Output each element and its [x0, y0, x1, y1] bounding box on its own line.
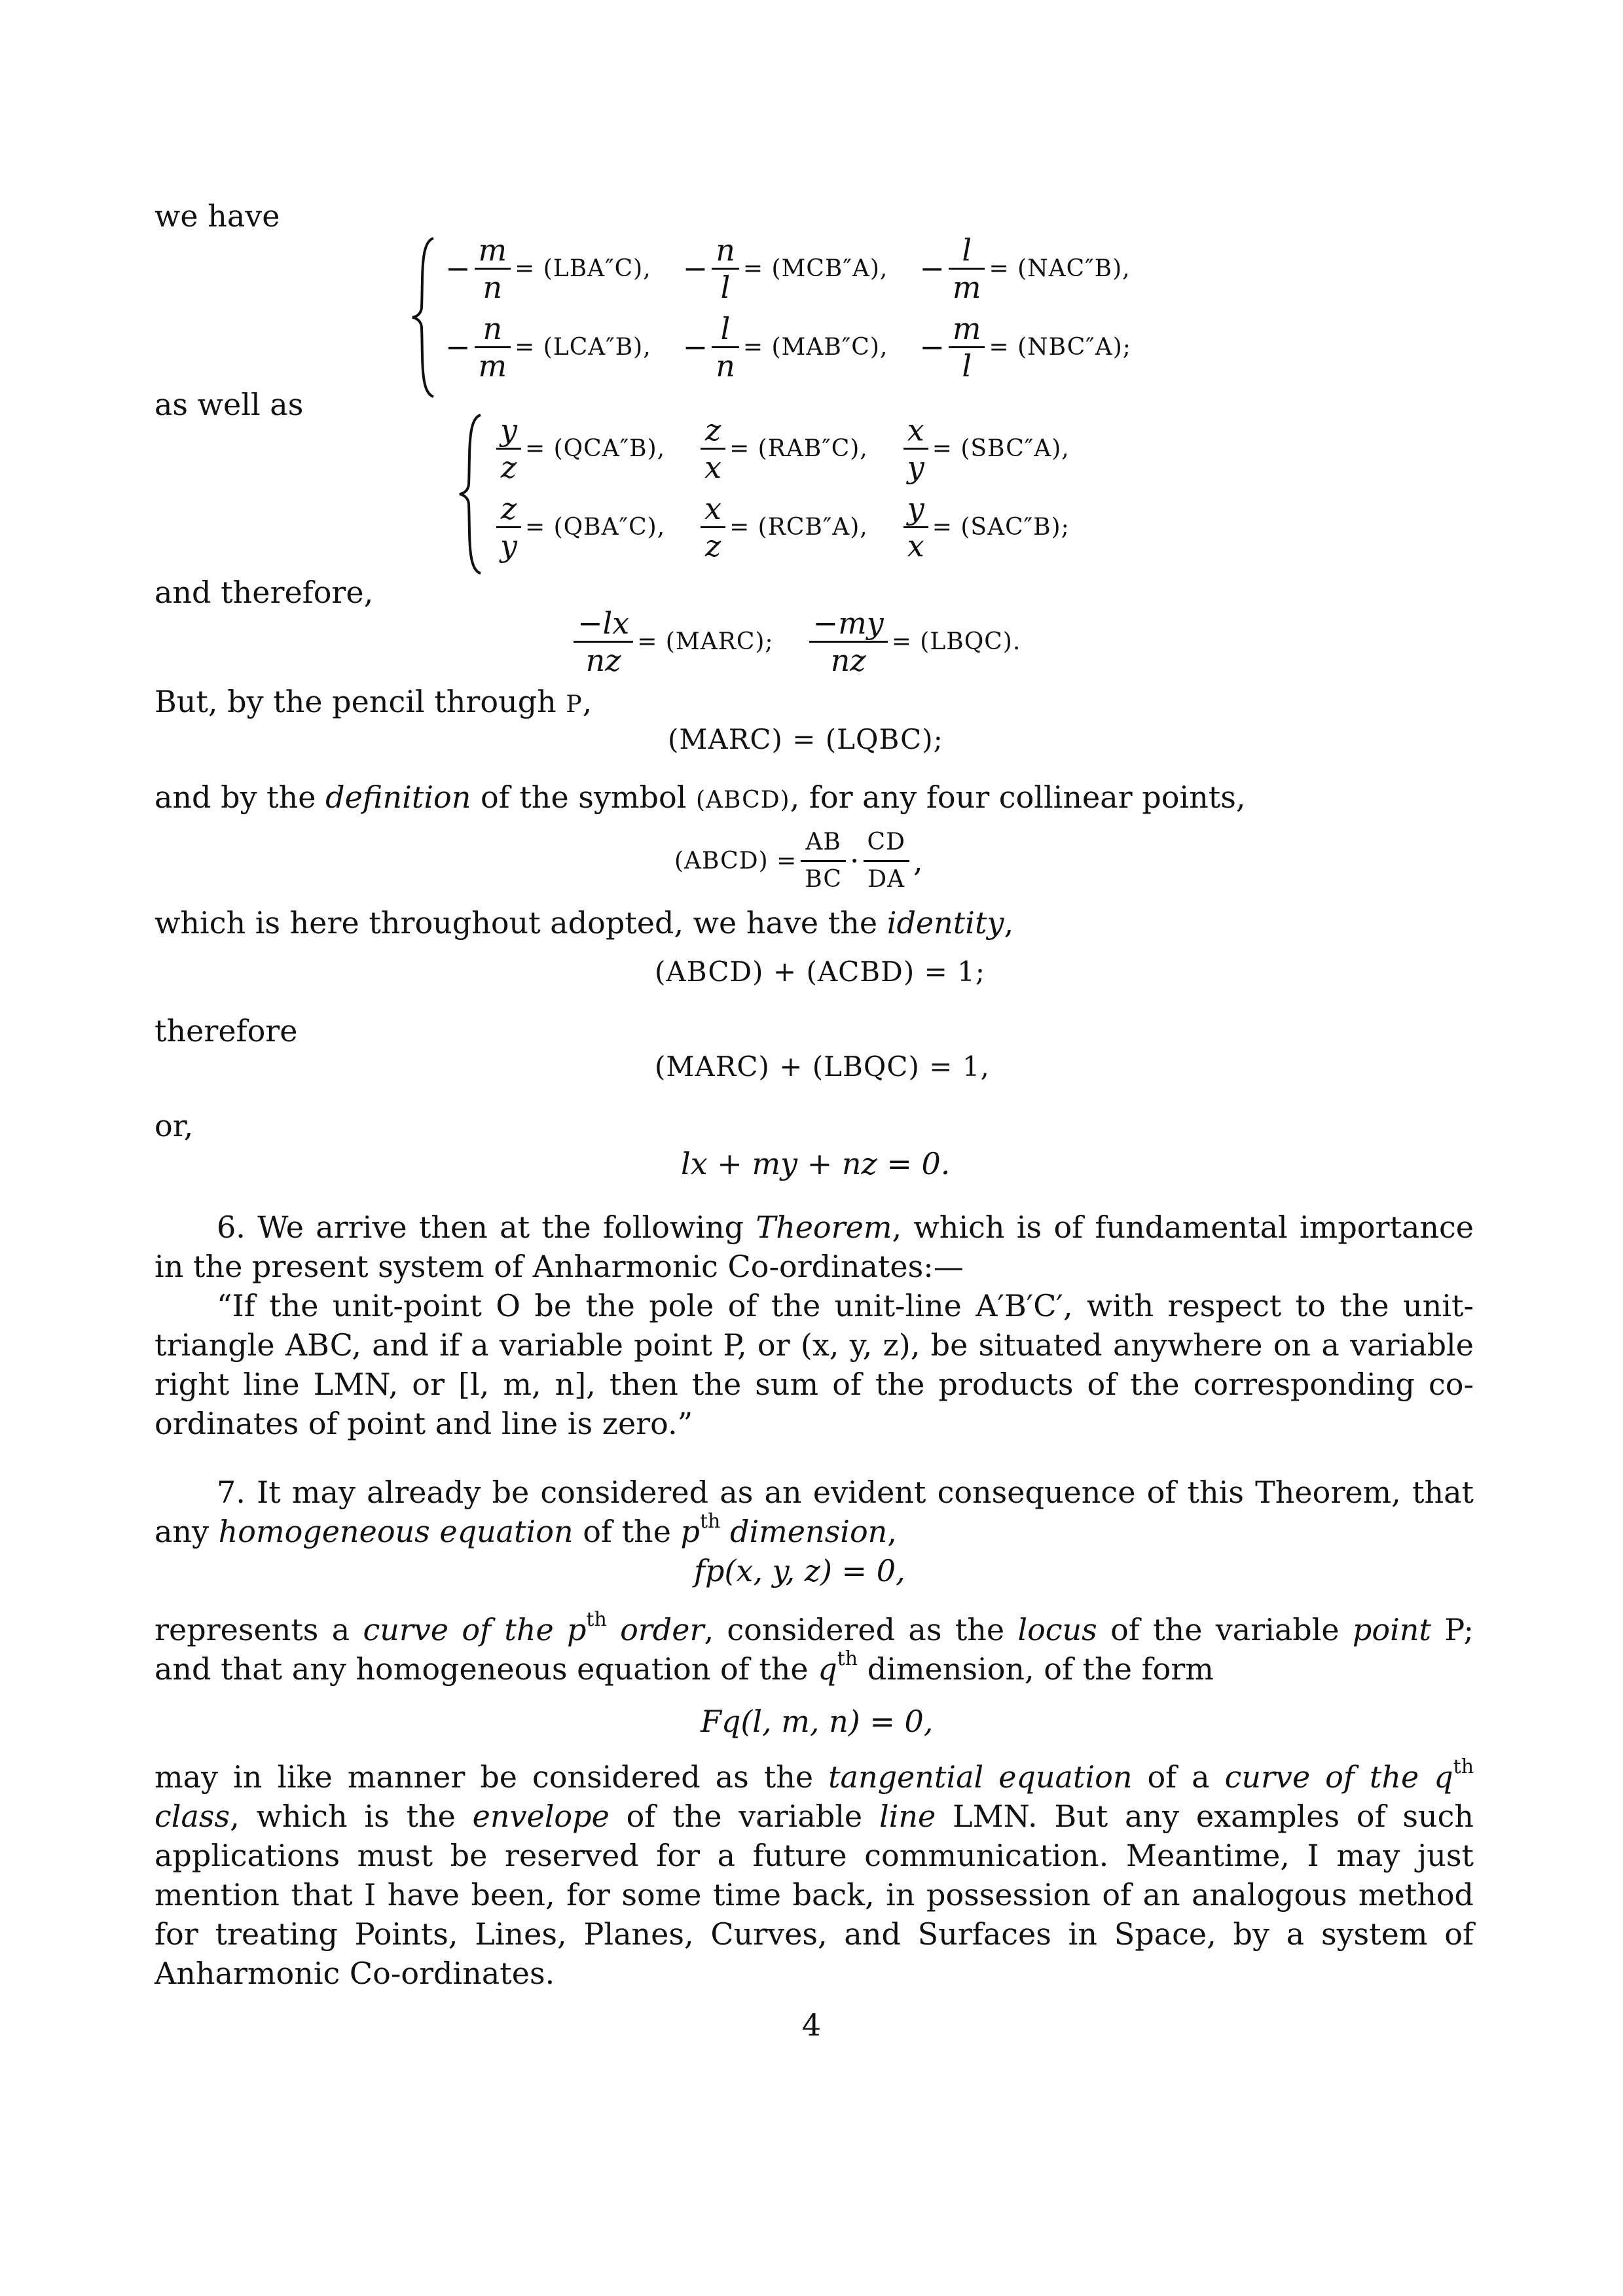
- equation-pencil: (MARC) = (LQBC);: [668, 723, 943, 755]
- label-definition-line: and by the definition of the symbol (ABCD), for any four collinear points,: [155, 780, 1246, 815]
- label-as-well-as: as well as: [155, 387, 304, 422]
- equation-line: lx + my + nz = 0.: [681, 1146, 951, 1181]
- left-brace: [411, 236, 437, 399]
- system2-row1: [492, 406, 1101, 491]
- label-therefore: therefore: [155, 1013, 298, 1049]
- equation: $\frac{x}{y}$ = (SBC″A),: [900, 412, 1070, 485]
- equation: − $\frac{m}{n}$ = (LBA″C),: [445, 232, 651, 305]
- equation-fp: fp(x, y, z) = 0,: [694, 1553, 905, 1588]
- equation-fq: Fq(l, m, n) = 0,: [701, 1704, 934, 1739]
- paragraph-6: 6. We arrive then at the following Theorem, which is of fundamental importance in the present system of Anharmonic Co-ordinates:— “If the unit-point O be the pole of the unit-line A′B′C′, with respect to the unit-triangle ABC, and if a variable point P, or (x, y, z), be situated anywhere on a variable right line LMN, or [l, m, n], then the sum of the products of the corresponding co-ordinates of point and line is zero.”: [155, 1208, 1474, 1443]
- equation: $\frac{x}{z}$ = (RCB″A),: [697, 491, 868, 564]
- label-and-therefore: and therefore,: [155, 575, 374, 610]
- equation: $\frac{y}{z}$ = (QCA″B),: [492, 412, 665, 485]
- paragraph-7: 7. It may already be considered as an evident consequence of this Theorem, that any homogeneous equation of the $p^{th}$ dimension,: [155, 1475, 1474, 1549]
- equation: − $\frac{n}{l}$ = (MCB″A),: [682, 232, 888, 305]
- equation-definition: (ABCD) = $\frac{AB}{BC}$ · $\frac{CD}{DA}$ ,: [674, 818, 923, 903]
- label-but-pencil: But, by the pencil through P,: [155, 684, 593, 719]
- equation: $\frac{z}{y}$ = (QBA″C),: [492, 491, 665, 564]
- page-number: 4: [801, 2007, 822, 2043]
- paragraph-7c: may in like manner be considered as the tangential equation of a curve of the $q^{th}$ class, which is the envelope of the variable line LMN. But any examples of such applications must be reserved for a future communication. Meantime, I may just mention that I have been, for some time back, in possession of an analogous method for treating Points, Lines, Planes, Curves, and Surfaces in Space, by a system of Anharmonic Co-ordinates.: [155, 1755, 1474, 1991]
- equation-therefore: [570, 599, 1052, 684]
- equation: − $\frac{n}{m}$ = (LCA″B),: [445, 310, 651, 384]
- label-or: or,: [155, 1108, 194, 1143]
- equation-sum: (MARC) + (LBQC) = 1,: [655, 1050, 990, 1083]
- equation: $\frac{z}{x}$ = (RAB″C),: [697, 412, 868, 485]
- system1-row1: [445, 226, 1162, 311]
- equation: $\frac{-lx}{nz}$ = (MARC);: [570, 605, 774, 678]
- label-identity-line: which is here throughout adopted, we have the identity,: [155, 905, 1014, 941]
- equation: $\frac{-my}{nz}$ = (LBQC).: [805, 605, 1021, 678]
- equation: $\frac{y}{x}$ = (SAC″B);: [900, 491, 1070, 564]
- equation-identity: (ABCD) + (ACBD) = 1;: [655, 956, 985, 988]
- system1-row2: [445, 304, 1163, 389]
- paragraph-7b: represents a curve of the $p^{th}$ order, considered as the locus of the variable point P; and that any homogeneous equation of the $q^{th}$ dimension, of the form: [155, 1608, 1474, 1687]
- theorem-quote: “If the unit-point O be the pole of the unit-line A′B′C′, with respect to the unit-triangle ABC, and if a variable point P, or (x, y, z), be situated anywhere on a variable right line LMN, or [l, m, n], then the sum of the products of the corresponding co-ordinates of point and line is zero.”: [155, 1288, 1474, 1441]
- system2-row2: [492, 484, 1101, 569]
- left-brace: [458, 412, 484, 576]
- equation: − $\frac{l}{n}$ = (MAB″C),: [682, 310, 888, 384]
- label-we-have: we have: [155, 198, 280, 234]
- equation: − $\frac{m}{l}$ = (NBC″A);: [919, 310, 1131, 384]
- equation: − $\frac{l}{m}$ = (NAC″B),: [919, 232, 1131, 305]
